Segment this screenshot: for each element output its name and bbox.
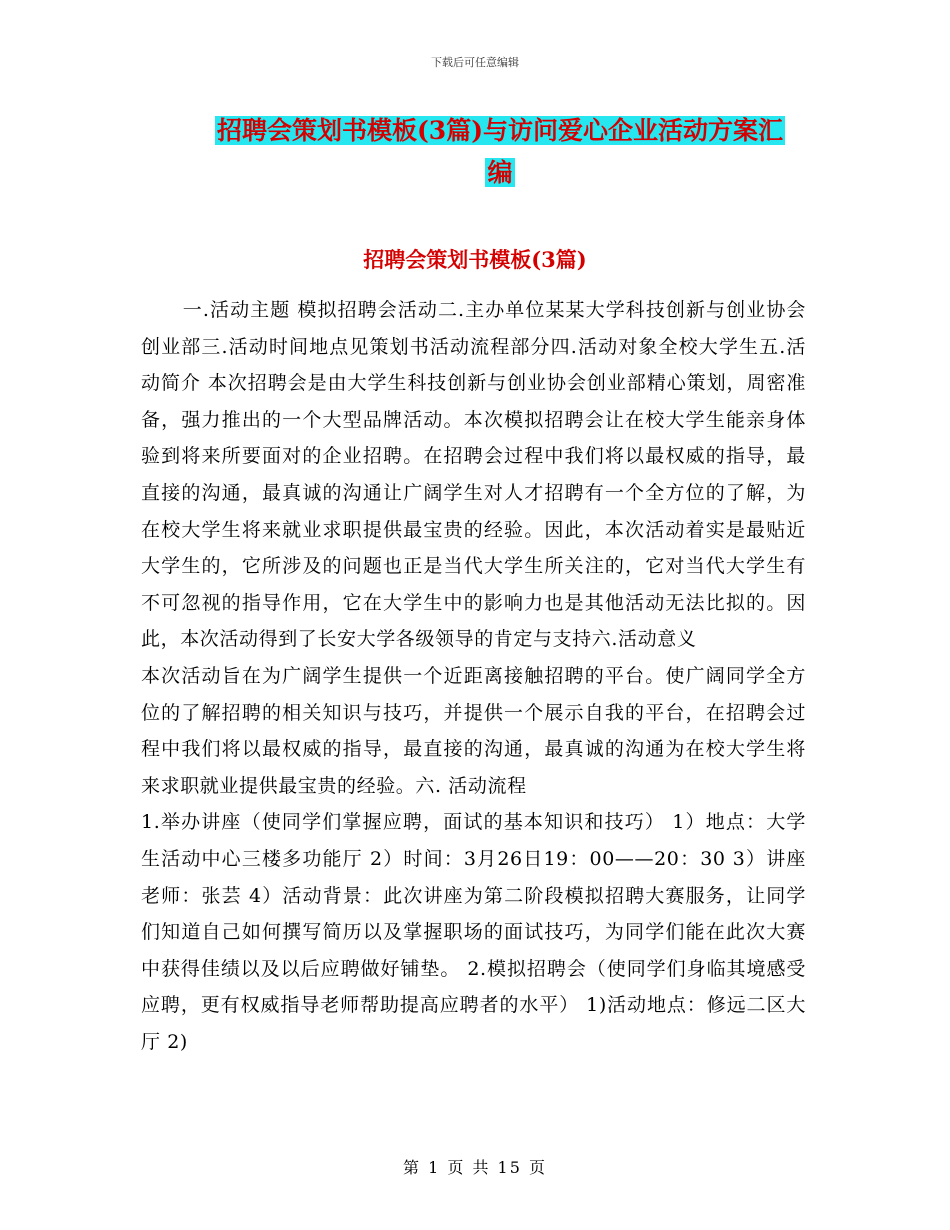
body-paragraph: 一.活动主题 模拟招聘会活动二.主办单位某某大学科技创新与创业协会创业部三.活动时间地点见策划书活动流程部分四.活动对象全校大学生五.活动简介 本次招聘会是由大学生科技创新与创业协会创业部精心策划，周密准备，强力推出的一个大型品牌活动。本次模拟招聘会让在校大学生能亲身体验到将来所要面对的企业招聘。在招聘会过程中我们将以最权威的指导，最直接的沟通，最真诚的沟通让广阔学生对人才招聘有一个全方位的了解，为在校大学生将来就业求职提供最宝贵的经验。因此，本次活动着实是最贴近大学生的，它所涉及的问题也正是当代大学生所关注的，它对当代大学生有不可忽视的指导作用，它在大学生中的影响力也是其他活动无法比拟的。因此，本次活动得到了长安大学各级领导的肯定与支持六.活动意义 [141,299,806,651]
document-title-line1: 招聘会策划书模板(3篇)与访问爱心企业活动方案汇 [216,116,784,145]
section-title: 招聘会策划书模板(3篇) [363,247,587,272]
body-paragraph: 1.举办讲座（使同学们掌握应聘，面试的基本知识和技巧） 1）地点：大学生活动中心三楼多功能厅 2）时间：3月26日19：00——20：30 3）讲座老师：张芸 4）活动背景：此次讲座为第二阶段模拟招聘大赛服务，让同学们知道自己如何撰写简历以及掌握职场的面试技巧，为同学们能在此次大赛中获得佳绩以及以后应聘做好铺垫。 2.模拟招聘会（使同学们身临其境感受应聘，更有权威指导老师帮助提高应聘者的水平） 1)活动地点：修远二区大厅 2) [141,811,806,1053]
document-title-line2: 编 [487,158,513,187]
body-paragraph: 本次活动旨在为广阔学生提供一个近距离接触招聘的平台。使广阔同学全方位的了解招聘的相关知识与技巧，并提供一个展示自我的平台，在招聘会过程中我们将以最权威的指导，最直接的沟通，最真诚的沟通为在校大学生将来求职就业提供最宝贵的经验。六. 活动流程 [141,664,806,797]
document-body [141,292,806,1060]
page-number-footer: 第 1 页 共 15 页 [403,1158,547,1177]
document-title [160,110,840,194]
page-header-note: 下载后可任意编辑 [431,56,519,69]
